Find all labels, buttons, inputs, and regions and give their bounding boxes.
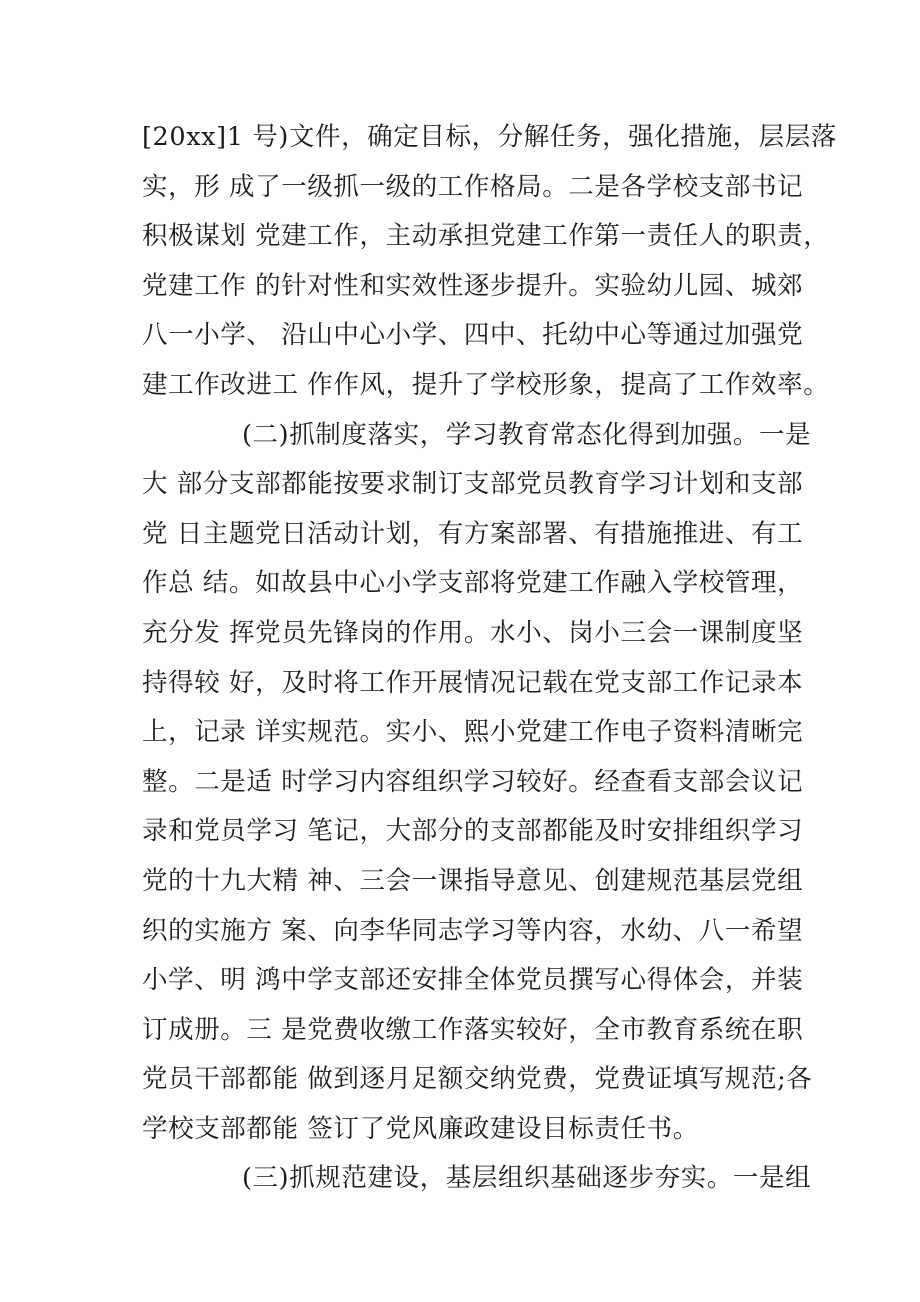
text-line: [20xx]1 号)文件，确定目标，分解任务，强化措施，层层落 — [142, 122, 837, 152]
text-line: 订成册。三 是党费收缴工作落实较好，全市教育系统在职 — [142, 1014, 804, 1045]
text-line: 持得较 好，及时将工作开展情况记载在党支部工作记录本 — [142, 667, 804, 698]
text-line: 党员干部都能 做到逐月足额交纳党费，党费证填写规范;各 — [142, 1064, 813, 1095]
section-heading-line: (三)抓规范建设，基层组织基础逐步夯实。一是组 — [242, 1163, 812, 1194]
text-line: 小学、明 鸿中学支部还安排全体党员撰写心得体会，并装 — [142, 965, 804, 996]
text-line: 上，记录 详实规范。实小、熙小党建工作电子资料清晰完 — [142, 717, 804, 748]
text-line: 积极谋划 党建工作，主动承担党建工作第一责任人的职责， — [142, 221, 830, 252]
text-line: 织的实施方 案、向李华同志学习等内容，水幼、八一希望 — [142, 915, 804, 946]
text-line: 党建工作 的针对性和实效性逐步提升。实验幼儿园、城郊 — [142, 270, 804, 301]
text-line: 大 部分支部都能按要求制订支部党员教育学习计划和支部 — [142, 469, 804, 500]
text-line: 八一小学、 沿山中心小学、四中、托幼中心等通过加强党 — [142, 320, 804, 351]
text-line: 整。二是适 时学习内容组织学习较好。经查看支部会议记 — [142, 766, 804, 797]
text-line: 党 日主题党日活动计划，有方案部署、有措施推进、有工 — [142, 518, 804, 549]
text-line: 党的十九大精 神、三会一课指导意见、创建规范基层党组 — [142, 865, 804, 896]
section-heading-line: (二)抓制度落实，学习教育常态化得到加强。一是 — [242, 419, 812, 450]
text-line: 建工作改进工 作作风，提升了学校形象，提高了工作效率。 — [142, 369, 830, 400]
document-body — [142, 113, 837, 1204]
text-line: 作总 结。如故县中心小学支部将党建工作融入学校管理， — [142, 568, 804, 599]
text-line: 实，形 成了一级抓一级的工作格局。二是各学校支部书记 — [142, 171, 804, 202]
text-line: 学校支部都能 签订了党风廉政建设目标责任书。 — [142, 1113, 699, 1144]
text-line: 充分发 挥党员先锋岗的作用。水小、岗小三会一课制度坚 — [142, 617, 804, 648]
text-line: 录和党员学习 笔记，大部分的支部都能及时安排组织学习 — [142, 816, 804, 847]
